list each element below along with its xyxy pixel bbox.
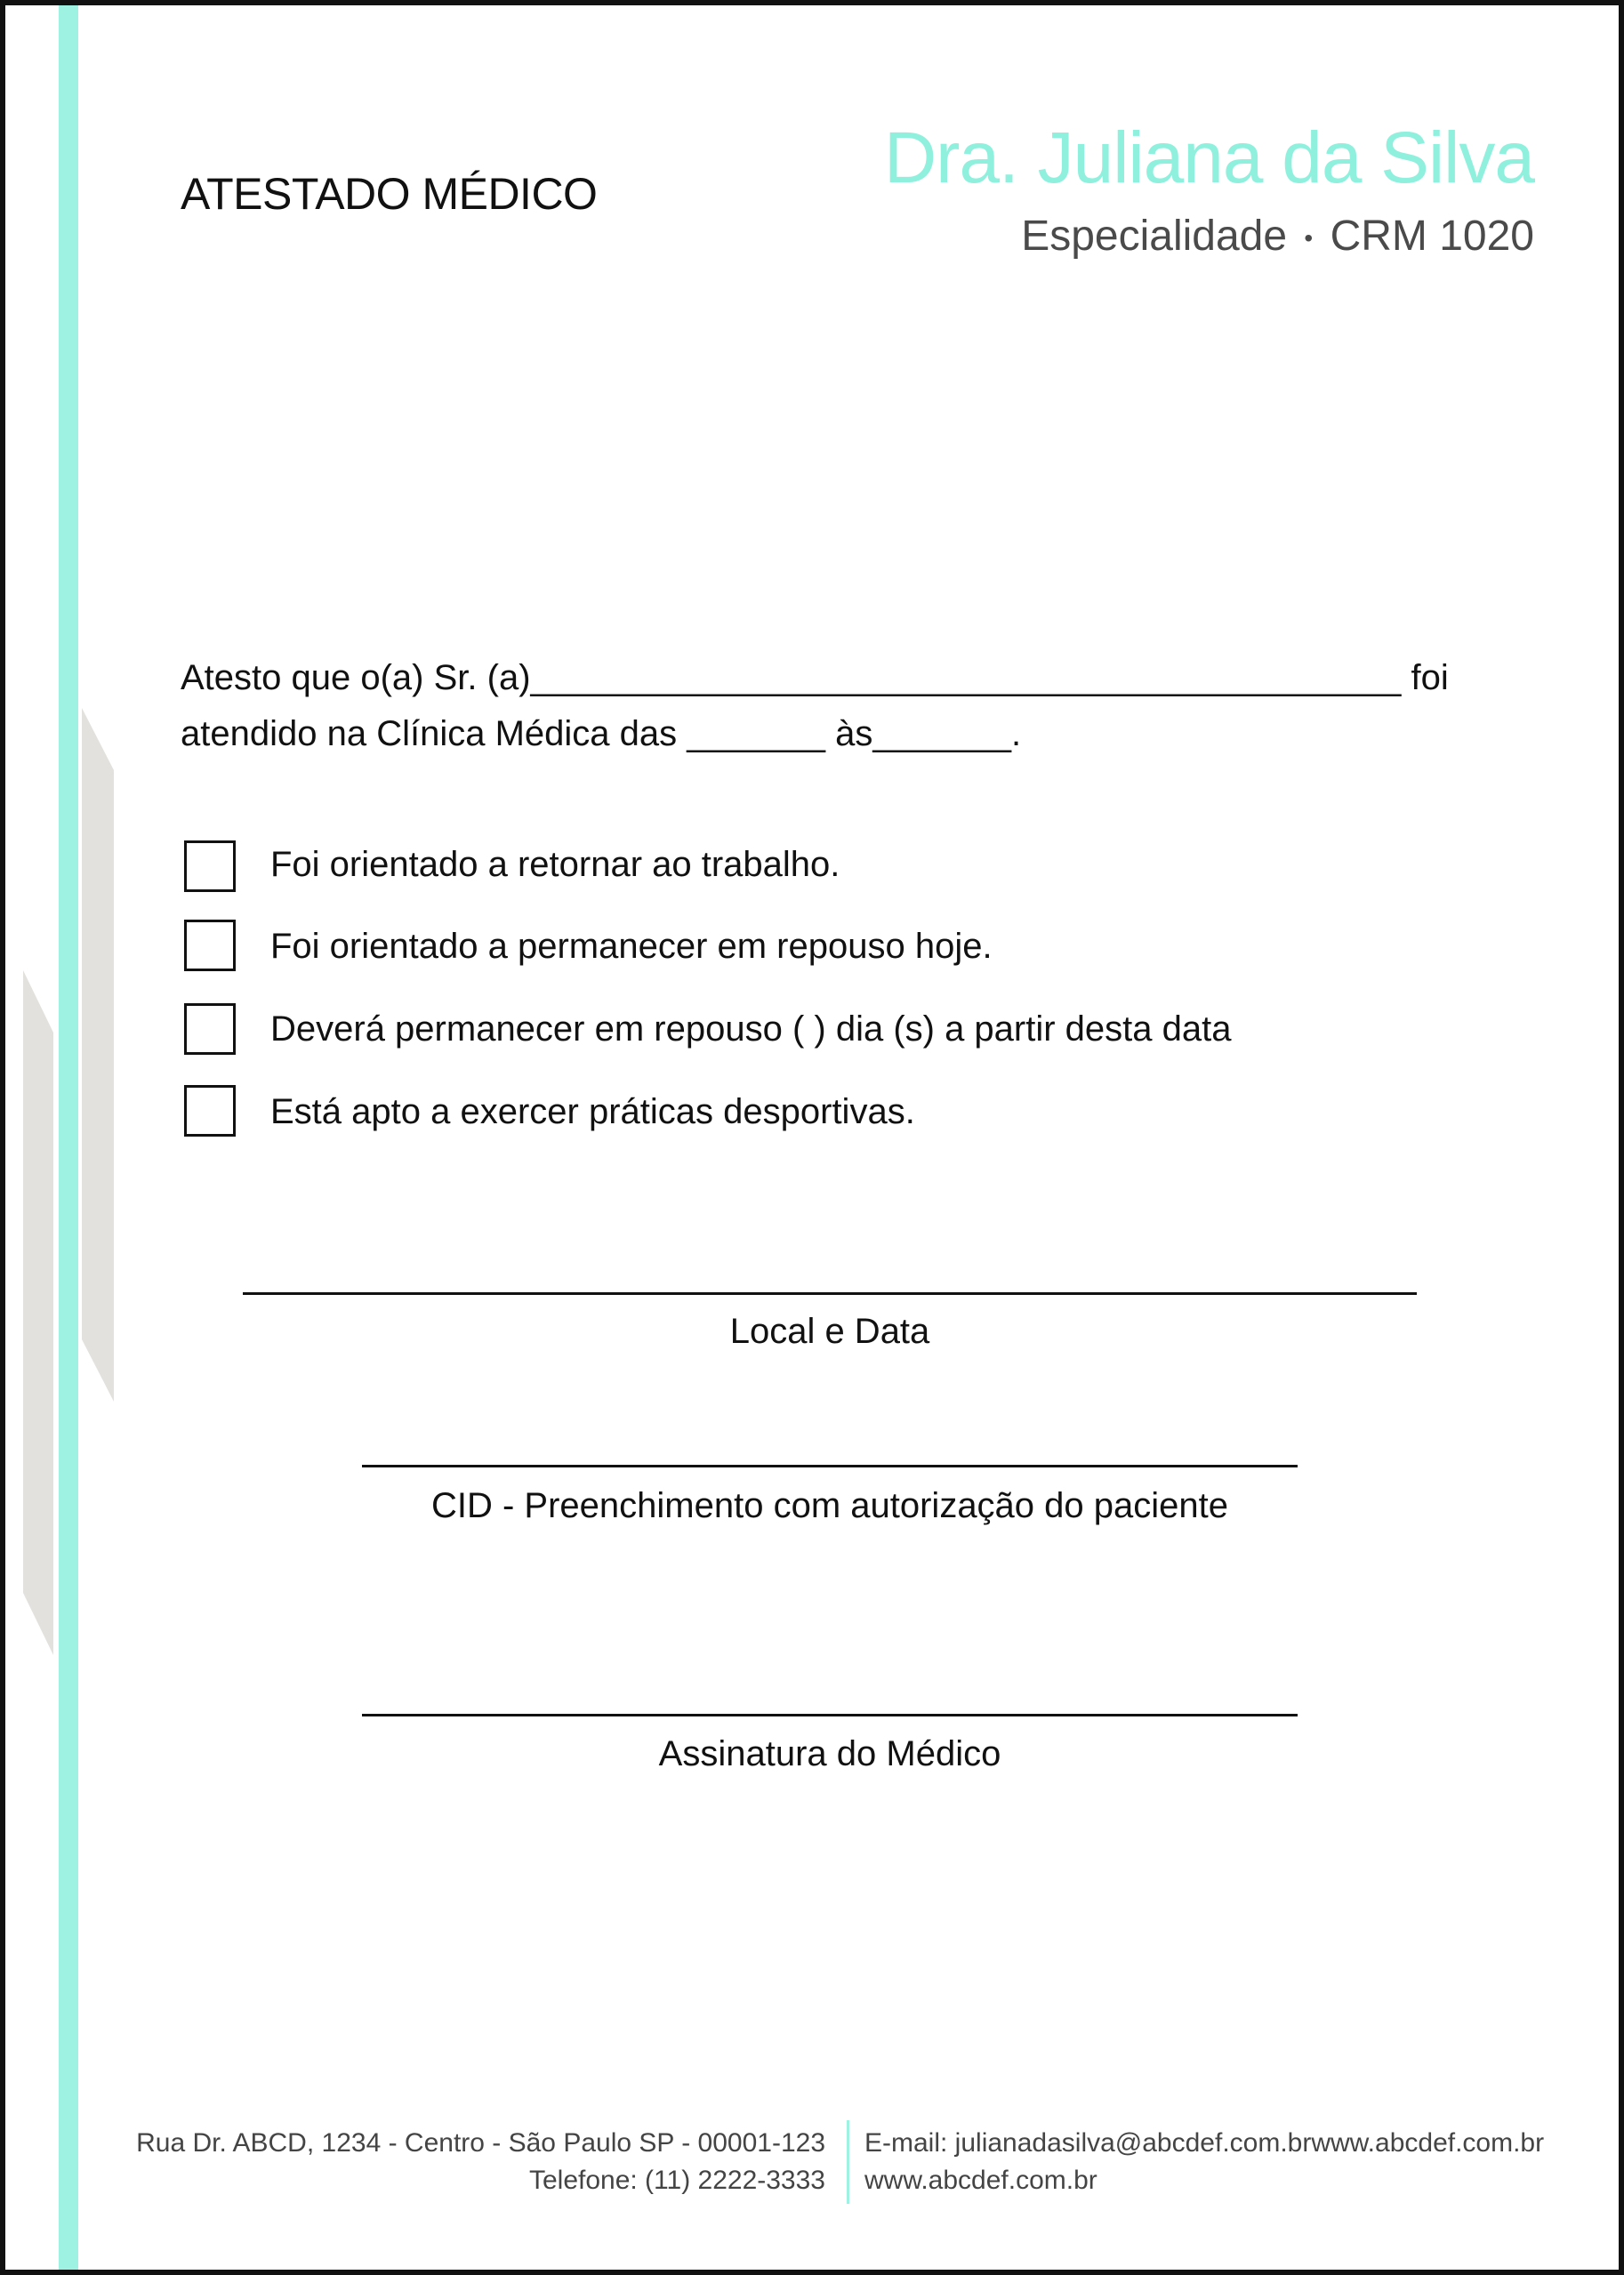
attest-line-1: Atesto que o(a) Sr. (a)____________________________________________ foi: [181, 658, 1449, 697]
separator-dot: •: [1304, 224, 1314, 253]
footer-email[interactable]: E-mail: julianadasilva@abcdef.com.brwww.abcdef.com.br: [864, 2128, 1545, 2158]
cid-label: CID - Preenchimento com autorização do paciente: [430, 1486, 1228, 1525]
option-label-rest-days: Deverá permanecer em repouso ( ) dia (s) a partir desta data: [270, 1009, 1232, 1049]
accent-bar: [59, 5, 78, 2270]
decorative-stripe-right: [82, 708, 114, 1402]
attest-line-2: atendido na Clínica Médica das _______ às_______.: [181, 714, 1022, 753]
checkbox-rest-days[interactable]: [184, 1003, 236, 1055]
checkbox-fit-for-sports[interactable]: [184, 1085, 236, 1137]
specialty: Especialidade: [1021, 213, 1288, 260]
signature-label: Assinatura do Médico: [658, 1734, 1001, 1773]
footer-website[interactable]: www.abcdef.com.br: [864, 2166, 1097, 2195]
doctor-credentials: [1021, 212, 1534, 261]
option-label-rest-today: Foi orientado a permanecer em repouso hoje.: [270, 927, 993, 966]
local-data-label: Local e Data: [729, 1312, 930, 1351]
checkbox-rest-today[interactable]: [184, 920, 236, 971]
checkbox-return-to-work[interactable]: [184, 840, 236, 892]
option-label-return-to-work: Foi orientado a retornar ao trabalho.: [270, 845, 840, 884]
document-title: ATESTADO MÉDICO: [181, 169, 598, 219]
footer-phone: Telefone: (11) 2222-3333: [528, 2166, 825, 2195]
signature-line: [362, 1714, 1298, 1716]
cid-line: [362, 1465, 1298, 1467]
doctor-name: Dra. Juliana da Silva: [883, 117, 1534, 198]
local-data-line: [243, 1292, 1417, 1295]
crm-number: CRM 1020: [1330, 213, 1534, 260]
footer-address: Rua Dr. ABCD, 1234 - Centro - São Paulo SP - 00001-123: [136, 2128, 825, 2158]
option-label-fit-for-sports: Está apto a exercer práticas desportivas.: [270, 1092, 915, 1131]
footer-divider: [847, 2120, 849, 2204]
decorative-stripe-left: [23, 970, 53, 1655]
